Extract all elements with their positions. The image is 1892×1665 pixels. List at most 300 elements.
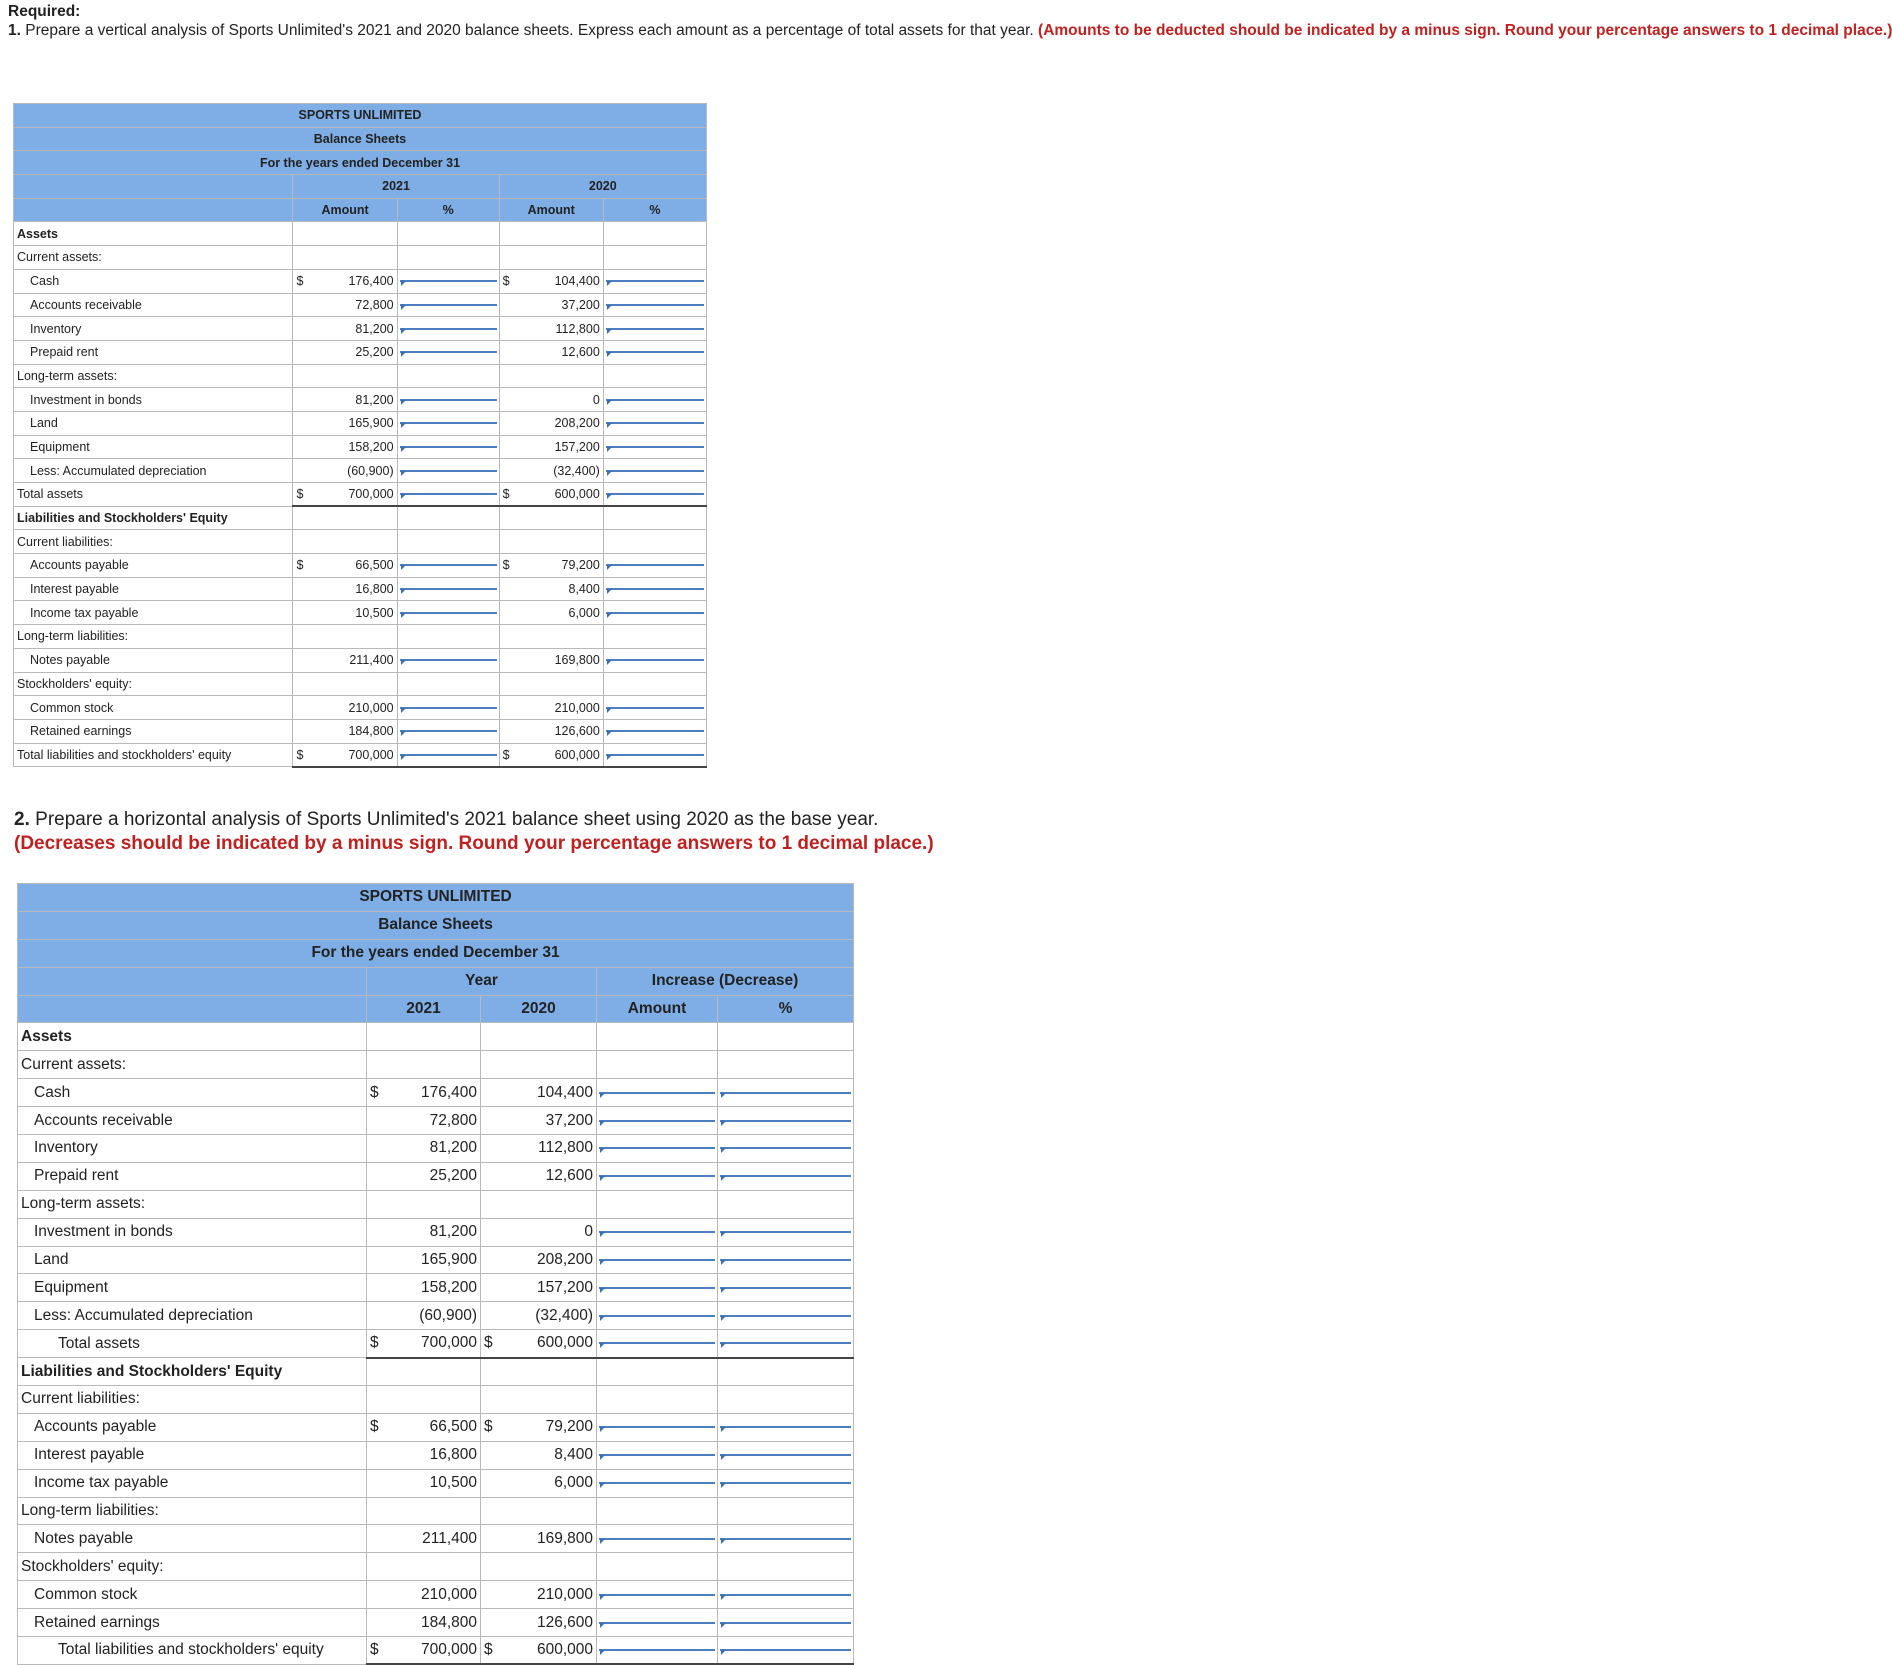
row-label: Retained earnings (14, 719, 293, 743)
pct-2021-input[interactable] (400, 659, 497, 661)
pct-2020-cell (603, 625, 706, 649)
dollar-sign (499, 719, 531, 743)
amount-2021: 16,800 (325, 577, 397, 601)
dollar-sign: $ (367, 1413, 401, 1441)
amount-2020: 0 (531, 388, 603, 412)
dollar-sign (481, 1107, 515, 1135)
change-amount-input[interactable] (599, 1622, 715, 1624)
table-row (18, 1553, 854, 1581)
pct-2020-cell (603, 506, 706, 530)
statement-title: Balance Sheets (18, 911, 854, 939)
row-label: Inventory (14, 317, 293, 341)
pct-2020-cell (603, 293, 706, 317)
change-pct-cell (718, 1637, 854, 1665)
table-row (14, 483, 707, 507)
amount-2021: 81,200 (401, 1135, 481, 1163)
year-2021-header: 2021 (367, 995, 481, 1023)
dollar-sign (367, 1162, 401, 1190)
table-row (14, 719, 707, 743)
amount-2021: 10,500 (325, 601, 397, 625)
pct-2021-cell (397, 246, 499, 270)
dollar-sign (293, 625, 325, 649)
change-amount-cell (597, 1246, 718, 1274)
change-amount-cell (597, 1023, 718, 1051)
dollar-sign (481, 1581, 515, 1609)
table-row (18, 1246, 854, 1274)
amount-2021: 72,800 (401, 1107, 481, 1135)
row-label: Investment in bonds (18, 1218, 367, 1246)
row-label: Notes payable (18, 1525, 367, 1553)
row-label: Current liabilities: (14, 530, 293, 554)
table-row (18, 1162, 854, 1190)
pct-2020-input[interactable] (606, 564, 704, 566)
change-pct-input[interactable] (720, 1538, 851, 1540)
table-row (18, 1581, 854, 1609)
amount-2020 (515, 1386, 597, 1414)
row-label: Common stock (14, 696, 293, 720)
change-pct-cell (718, 1413, 854, 1441)
change-amount-input[interactable] (599, 1259, 715, 1261)
pct-2020-input[interactable] (606, 422, 704, 424)
dollar-sign (481, 1190, 515, 1218)
amount-2021: 176,400 (401, 1079, 481, 1107)
year-2020-header: 2020 (481, 995, 597, 1023)
pct-2021-input[interactable] (400, 328, 497, 330)
row-label: Total liabilities and stockholders' equity (14, 743, 293, 767)
row-label: Investment in bonds (14, 388, 293, 412)
change-pct-input[interactable] (720, 1315, 851, 1317)
amount-2020: 104,400 (531, 269, 603, 293)
pct-2020-cell (603, 696, 706, 720)
dollar-sign: $ (499, 269, 531, 293)
dollar-sign (293, 648, 325, 672)
pct-2020-cell (603, 743, 706, 767)
pct-2020-input[interactable] (606, 470, 704, 472)
pct-2020-cell (603, 719, 706, 743)
amount-2021 (325, 364, 397, 388)
pct-2021-cell (397, 601, 499, 625)
change-pct-input[interactable] (720, 1342, 851, 1344)
amount-2021: 211,400 (401, 1525, 481, 1553)
dollar-sign (499, 246, 531, 270)
pct-2021-cell (397, 719, 499, 743)
table-row (14, 269, 707, 293)
row-label: Notes payable (14, 648, 293, 672)
pct-2021-input[interactable] (400, 730, 497, 732)
table-row (18, 1525, 854, 1553)
amount-2020: 208,200 (531, 411, 603, 435)
pct-2021-header: % (397, 198, 499, 222)
table-row (18, 1302, 854, 1330)
change-amount-cell (597, 1413, 718, 1441)
pct-2021-cell (397, 459, 499, 483)
dollar-sign (367, 1135, 401, 1163)
change-amount-cell (597, 1441, 718, 1469)
row-label: Accounts payable (14, 554, 293, 578)
pct-2020-input[interactable] (606, 588, 704, 590)
pct-2021-input[interactable] (400, 564, 497, 566)
change-pct-input[interactable] (720, 1454, 851, 1456)
pct-2020-input[interactable] (606, 304, 704, 306)
change-amount-input[interactable] (599, 1231, 715, 1233)
change-pct-input[interactable] (720, 1175, 851, 1177)
question-2 (14, 808, 934, 856)
dollar-sign (367, 1190, 401, 1218)
amount-2020: 169,800 (531, 648, 603, 672)
amount-2021 (325, 222, 397, 246)
dollar-sign (293, 293, 325, 317)
change-pct-input[interactable] (720, 1594, 851, 1596)
row-label: Accounts payable (18, 1413, 367, 1441)
row-label: Stockholders' equity: (18, 1553, 367, 1581)
dollar-sign (499, 672, 531, 696)
row-label: Total liabilities and stockholders' equity (18, 1637, 367, 1665)
dollar-sign (481, 1441, 515, 1469)
change-amount-input[interactable] (599, 1482, 715, 1484)
row-label: Land (18, 1246, 367, 1274)
table-row (14, 293, 707, 317)
pct-2021-input[interactable] (400, 612, 497, 614)
header-blank (18, 995, 367, 1023)
pct-2020-input[interactable] (606, 328, 704, 330)
pct-2020-input[interactable] (606, 493, 704, 495)
pct-2020-cell (603, 601, 706, 625)
change-pct-input[interactable] (720, 1092, 851, 1094)
dollar-sign (481, 1469, 515, 1497)
change-pct-input[interactable] (720, 1482, 851, 1484)
pct-2020-input[interactable] (606, 446, 704, 448)
row-label: Less: Accumulated depreciation (18, 1302, 367, 1330)
row-label: Current assets: (18, 1051, 367, 1079)
row-label: Current assets: (14, 246, 293, 270)
dollar-sign (367, 1609, 401, 1637)
change-pct-cell (718, 1023, 854, 1051)
dollar-sign (367, 1023, 401, 1051)
amount-2021 (401, 1386, 481, 1414)
table-row (18, 1218, 854, 1246)
pct-2021-cell (397, 577, 499, 601)
change-pct-cell (718, 1441, 854, 1469)
table-row (18, 1413, 854, 1441)
dollar-sign (367, 1441, 401, 1469)
dollar-sign (499, 601, 531, 625)
amount-2020 (531, 672, 603, 696)
amount-2020: 12,600 (531, 340, 603, 364)
pct-2020-input[interactable] (606, 280, 704, 282)
dollar-sign: $ (499, 554, 531, 578)
amount-2021 (401, 1023, 481, 1051)
amount-2020: 157,200 (515, 1274, 597, 1302)
pct-2020-input[interactable] (606, 754, 704, 756)
row-label: Long-term liabilities: (14, 625, 293, 649)
pct-2021-input[interactable] (400, 446, 497, 448)
amount-2021: 184,800 (401, 1609, 481, 1637)
pct-2021-cell (397, 388, 499, 412)
change-pct-cell (718, 1107, 854, 1135)
change-pct-cell (718, 1609, 854, 1637)
row-label: Accounts receivable (14, 293, 293, 317)
change-pct-input[interactable] (720, 1622, 851, 1624)
pct-2020-input[interactable] (606, 351, 704, 353)
pct-2020-cell (603, 672, 706, 696)
dollar-sign (481, 1218, 515, 1246)
amount-2021: 700,000 (325, 483, 397, 507)
dollar-sign (499, 459, 531, 483)
pct-2021-input[interactable] (400, 304, 497, 306)
dollar-sign (367, 1274, 401, 1302)
change-amount-input[interactable] (599, 1287, 715, 1289)
dollar-sign (367, 1497, 401, 1525)
change-pct-cell (718, 1135, 854, 1163)
table-row (14, 601, 707, 625)
table-row (18, 1386, 854, 1414)
amount-2021 (325, 530, 397, 554)
amount-2021: 158,200 (325, 435, 397, 459)
row-label: Assets (14, 222, 293, 246)
row-label: Current liabilities: (18, 1386, 367, 1414)
amount-2020 (531, 222, 603, 246)
pct-2021-cell (397, 696, 499, 720)
change-amount-cell (597, 1525, 718, 1553)
row-label: Equipment (14, 435, 293, 459)
table-row (14, 459, 707, 483)
pct-2021-input[interactable] (400, 470, 497, 472)
pct-2021-cell (397, 672, 499, 696)
table-row (18, 1051, 854, 1079)
pct-2020-cell (603, 246, 706, 270)
amount-2020 (515, 1553, 597, 1581)
change-amount-input[interactable] (599, 1538, 715, 1540)
dollar-sign (293, 388, 325, 412)
table-row (18, 1441, 854, 1469)
change-amount-cell (597, 1358, 718, 1386)
dollar-sign (481, 1274, 515, 1302)
dollar-sign (481, 1246, 515, 1274)
dollar-sign (499, 222, 531, 246)
table-row (14, 317, 707, 341)
change-amount-cell (597, 1107, 718, 1135)
amount-2021: 165,900 (401, 1246, 481, 1274)
change-amount-input[interactable] (599, 1342, 715, 1344)
change-amount-cell (597, 1135, 718, 1163)
amount-2020 (531, 506, 603, 530)
change-amount-input[interactable] (599, 1454, 715, 1456)
pct-2020-cell (603, 222, 706, 246)
pct-2021-input[interactable] (400, 351, 497, 353)
pct-2020-cell (603, 340, 706, 364)
amount-2020: 0 (515, 1218, 597, 1246)
pct-2020-input[interactable] (606, 707, 704, 709)
table-row (14, 435, 707, 459)
amount-2020: 208,200 (515, 1246, 597, 1274)
table-row (18, 1358, 854, 1386)
change-amount-cell (597, 1051, 718, 1079)
amount-2020-header: Amount (499, 198, 603, 222)
change-pct-input[interactable] (720, 1231, 851, 1233)
table-row (18, 1079, 854, 1107)
dollar-sign (481, 1525, 515, 1553)
dollar-sign: $ (499, 483, 531, 507)
amount-2021: 184,800 (325, 719, 397, 743)
change-amount-input[interactable] (599, 1426, 715, 1428)
row-label: Long-term assets: (14, 364, 293, 388)
table-row (14, 554, 707, 578)
pct-2020-cell (603, 269, 706, 293)
pct-2020-cell (603, 459, 706, 483)
pct-2020-input[interactable] (606, 730, 704, 732)
pct-2021-input[interactable] (400, 493, 497, 495)
change-amount-cell (597, 1637, 718, 1665)
dollar-sign: $ (367, 1637, 401, 1665)
pct-2021-cell (397, 554, 499, 578)
amount-2021: 700,000 (401, 1637, 481, 1665)
pct-2020-input[interactable] (606, 399, 704, 401)
dollar-sign (293, 317, 325, 341)
row-label: Inventory (18, 1135, 367, 1163)
year-2021-header: 2021 (293, 175, 499, 199)
amount-2020: 6,000 (531, 601, 603, 625)
row-label: Stockholders' equity: (14, 672, 293, 696)
change-pct-input[interactable] (720, 1649, 851, 1651)
change-pct-cell (718, 1330, 854, 1358)
change-amount-input[interactable] (599, 1092, 715, 1094)
change-pct-input[interactable] (720, 1147, 851, 1149)
dollar-sign (293, 411, 325, 435)
dollar-sign (293, 601, 325, 625)
question-2-text: 2. Prepare a horizontal analysis of Sports Unlimited's 2021 balance sheet using 2020 as the base year. (14, 809, 879, 830)
amount-2021: 176,400 (325, 269, 397, 293)
table-row (18, 1135, 854, 1163)
change-amount-cell (597, 1609, 718, 1637)
company-name: SPORTS UNLIMITED (14, 104, 707, 128)
amount-2020 (515, 1497, 597, 1525)
change-pct-input[interactable] (720, 1426, 851, 1428)
dollar-sign (481, 1051, 515, 1079)
pct-2021-input[interactable] (400, 588, 497, 590)
change-amount-input[interactable] (599, 1649, 715, 1651)
dollar-sign (293, 435, 325, 459)
change-pct-input[interactable] (720, 1120, 851, 1122)
dollar-sign (481, 1358, 515, 1386)
pct-2021-input[interactable] (400, 399, 497, 401)
amount-2021: (60,900) (401, 1302, 481, 1330)
pct-2020-cell (603, 577, 706, 601)
change-pct-input[interactable] (720, 1259, 851, 1261)
dollar-sign (499, 293, 531, 317)
dollar-sign (499, 696, 531, 720)
pct-2021-input[interactable] (400, 707, 497, 709)
pct-2021-cell (397, 411, 499, 435)
amount-2020 (531, 364, 603, 388)
dollar-sign (293, 364, 325, 388)
amount-2020: 6,000 (515, 1469, 597, 1497)
pct-2021-cell (397, 222, 499, 246)
amount-2020: 79,200 (515, 1413, 597, 1441)
table-row (18, 1609, 854, 1637)
amount-2021-header: Amount (293, 198, 397, 222)
table-row (18, 1190, 854, 1218)
row-label: Accounts receivable (18, 1107, 367, 1135)
dollar-sign (499, 648, 531, 672)
dollar-sign (367, 1553, 401, 1581)
table-row (14, 411, 707, 435)
pct-2021-input[interactable] (400, 422, 497, 424)
amount-2021: 210,000 (401, 1581, 481, 1609)
amount-2020: 8,400 (515, 1441, 597, 1469)
row-label: Long-term assets: (18, 1190, 367, 1218)
row-label: Less: Accumulated depreciation (14, 459, 293, 483)
pct-2021-cell (397, 293, 499, 317)
change-pct-cell (718, 1386, 854, 1414)
dollar-sign: $ (367, 1079, 401, 1107)
dollar-sign (367, 1246, 401, 1274)
amount-2021 (325, 625, 397, 649)
pct-2021-cell (397, 743, 499, 767)
change-amount-input[interactable] (599, 1594, 715, 1596)
pct-2020-input[interactable] (606, 659, 704, 661)
change-amount-header: Amount (597, 995, 718, 1023)
amount-2020 (515, 1051, 597, 1079)
change-amount-input[interactable] (599, 1175, 715, 1177)
row-label: Income tax payable (18, 1469, 367, 1497)
pct-2020-input[interactable] (606, 612, 704, 614)
amount-2021: 211,400 (325, 648, 397, 672)
amount-2020: (32,400) (515, 1302, 597, 1330)
pct-2020-cell (603, 411, 706, 435)
change-amount-input[interactable] (599, 1147, 715, 1149)
change-pct-input[interactable] (720, 1287, 851, 1289)
dollar-sign (499, 364, 531, 388)
amount-2021: 10,500 (401, 1469, 481, 1497)
change-pct-cell (718, 1162, 854, 1190)
row-label: Cash (14, 269, 293, 293)
dollar-sign (499, 388, 531, 412)
dollar-sign (367, 1051, 401, 1079)
pct-2021-cell (397, 317, 499, 341)
dollar-sign (481, 1135, 515, 1163)
amount-2021 (325, 672, 397, 696)
table-row (18, 1023, 854, 1051)
pct-2021-cell (397, 483, 499, 507)
dollar-sign (293, 222, 325, 246)
header-blank (14, 198, 293, 222)
amount-2020 (531, 625, 603, 649)
amount-2021: 16,800 (401, 1441, 481, 1469)
dollar-sign (481, 1497, 515, 1525)
dollar-sign (293, 246, 325, 270)
amount-2020: 157,200 (531, 435, 603, 459)
amount-2020 (531, 246, 603, 270)
amount-2020 (515, 1023, 597, 1051)
change-pct-cell (718, 1358, 854, 1386)
period-title: For the years ended December 31 (18, 939, 854, 967)
table-row (14, 388, 707, 412)
change-amount-cell (597, 1330, 718, 1358)
change-amount-input[interactable] (599, 1120, 715, 1122)
amount-2021 (401, 1358, 481, 1386)
pct-2021-input[interactable] (400, 754, 497, 756)
dollar-sign (499, 411, 531, 435)
row-label: Retained earnings (18, 1609, 367, 1637)
change-amount-input[interactable] (599, 1315, 715, 1317)
row-label: Liabilities and Stockholders' Equity (18, 1358, 367, 1386)
pct-2021-input[interactable] (400, 280, 497, 282)
dollar-sign (499, 317, 531, 341)
pct-2021-cell (397, 648, 499, 672)
statement-title: Balance Sheets (14, 127, 707, 151)
amount-2020 (515, 1358, 597, 1386)
year-2020-header: 2020 (499, 175, 706, 199)
